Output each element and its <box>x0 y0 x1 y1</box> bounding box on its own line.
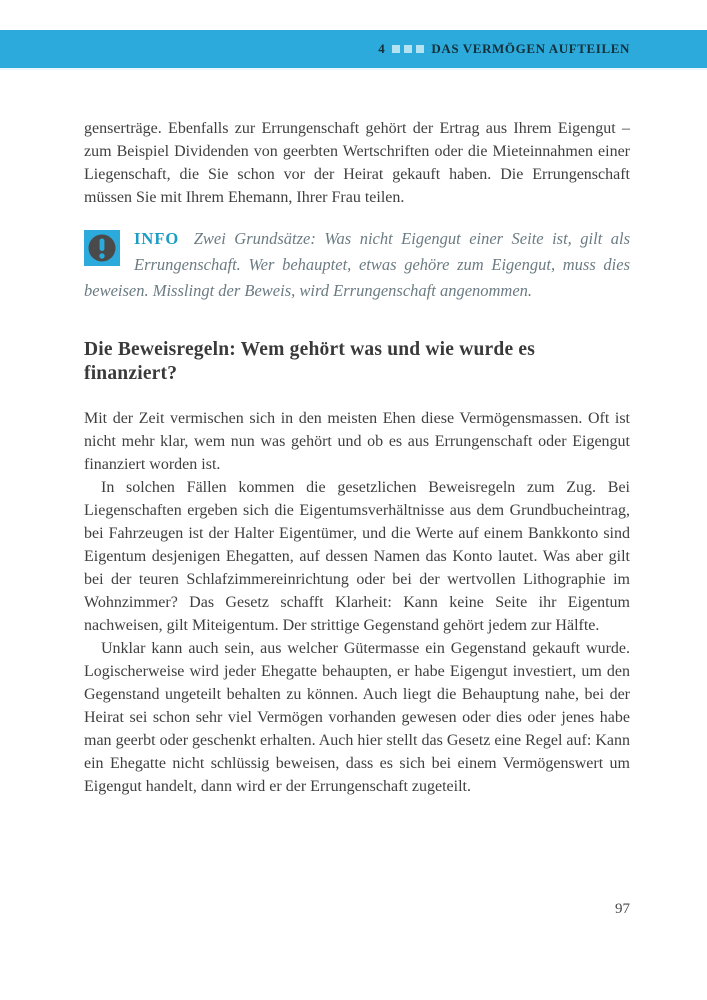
body-paragraph: Unklar kann auch sein, aus welcher Gütermasse ein Gegenstand gekauft wurde. Logischerweise wird jeder Ehegatte behaupten, er habe Eigengut investiert, um den Gegenstand ungeteilt behalten zu können. Auch liegt die Behauptung nahe, bei der Heirat sei schon sehr viel Vermögen vorhanden gewesen oder dies oder jenes habe man geerbt oder geschenkt erhalten. Auch hier stellt das Gesetz eine Regel auf: Kann ein Ehegatte nicht schlüssig beweisen, dass es sich bei einem Vermögenswert um Eigengut handelt, dann wird er der Errungenschaft zugeteilt. <box>84 640 630 795</box>
info-box <box>84 226 630 304</box>
info-text: Zwei Grundsätze: Was nicht Eigengut einer Seite ist, gilt als Errungenschaft. Wer behauptet, etwas gehöre zum Eigengut, muss dies beweisen. Misslingt der Beweis, wird Errungenschaft angenommen. <box>84 229 630 300</box>
info-exclamation-icon <box>84 230 120 266</box>
body-paragraph: genserträge. Ebenfalls zur Errungenschaft gehört der Ertrag aus Ihrem Eigengut – zum Beispiel Dividenden von geerbten Wertschriften oder die Mieteinnahmen einer Liegenschaft, die Sie schon vor der Heirat gekauft haben. Die Errungenschaft müssen Sie mit Ihrem Ehemann, Ihrer Frau teilen. <box>84 120 630 206</box>
page-number: 97 <box>615 901 630 917</box>
info-label: INFO <box>134 229 180 248</box>
chapter-title: DAS VERMÖGEN AUFTEILEN <box>431 41 630 56</box>
chapter-number: 4 <box>378 41 386 56</box>
body-paragraph: In solchen Fällen kommen die gesetzlichen Beweisregeln zum Zug. Bei Liegenschaften ergeben sich die Eigentumsverhältnisse aus dem Grundbucheintrag, bei Fahrzeugen ist der Halter Eigentümer, und die Werte auf einem Bankkonto sind Eigentum desjenigen Ehegatten, auf dessen Namen das Konto lautet. Was aber gilt bei der teuren Schlafzimmereinrichtung oder bei der wertvollen Lithographie im Wohnzimmer? Das Gesetz schafft Klarheit: Kann keine Seite ihr Eigentum nachweisen, gilt Miteigentum. Der strittige Gegenstand gehört jedem zur Hälfte. <box>84 479 630 634</box>
text-column <box>84 0 630 798</box>
body-paragraph: Mit der Zeit vermischen sich in den meisten Ehen diese Vermögensmassen. Oft ist nicht mehr klar, wem nun was gehört und ob es aus Errungenschaft oder Eigengut finanziert worden ist. <box>84 410 630 473</box>
section-heading: Die Beweisregeln: Wem gehört was und wie wurde es finanziert? <box>84 339 536 384</box>
